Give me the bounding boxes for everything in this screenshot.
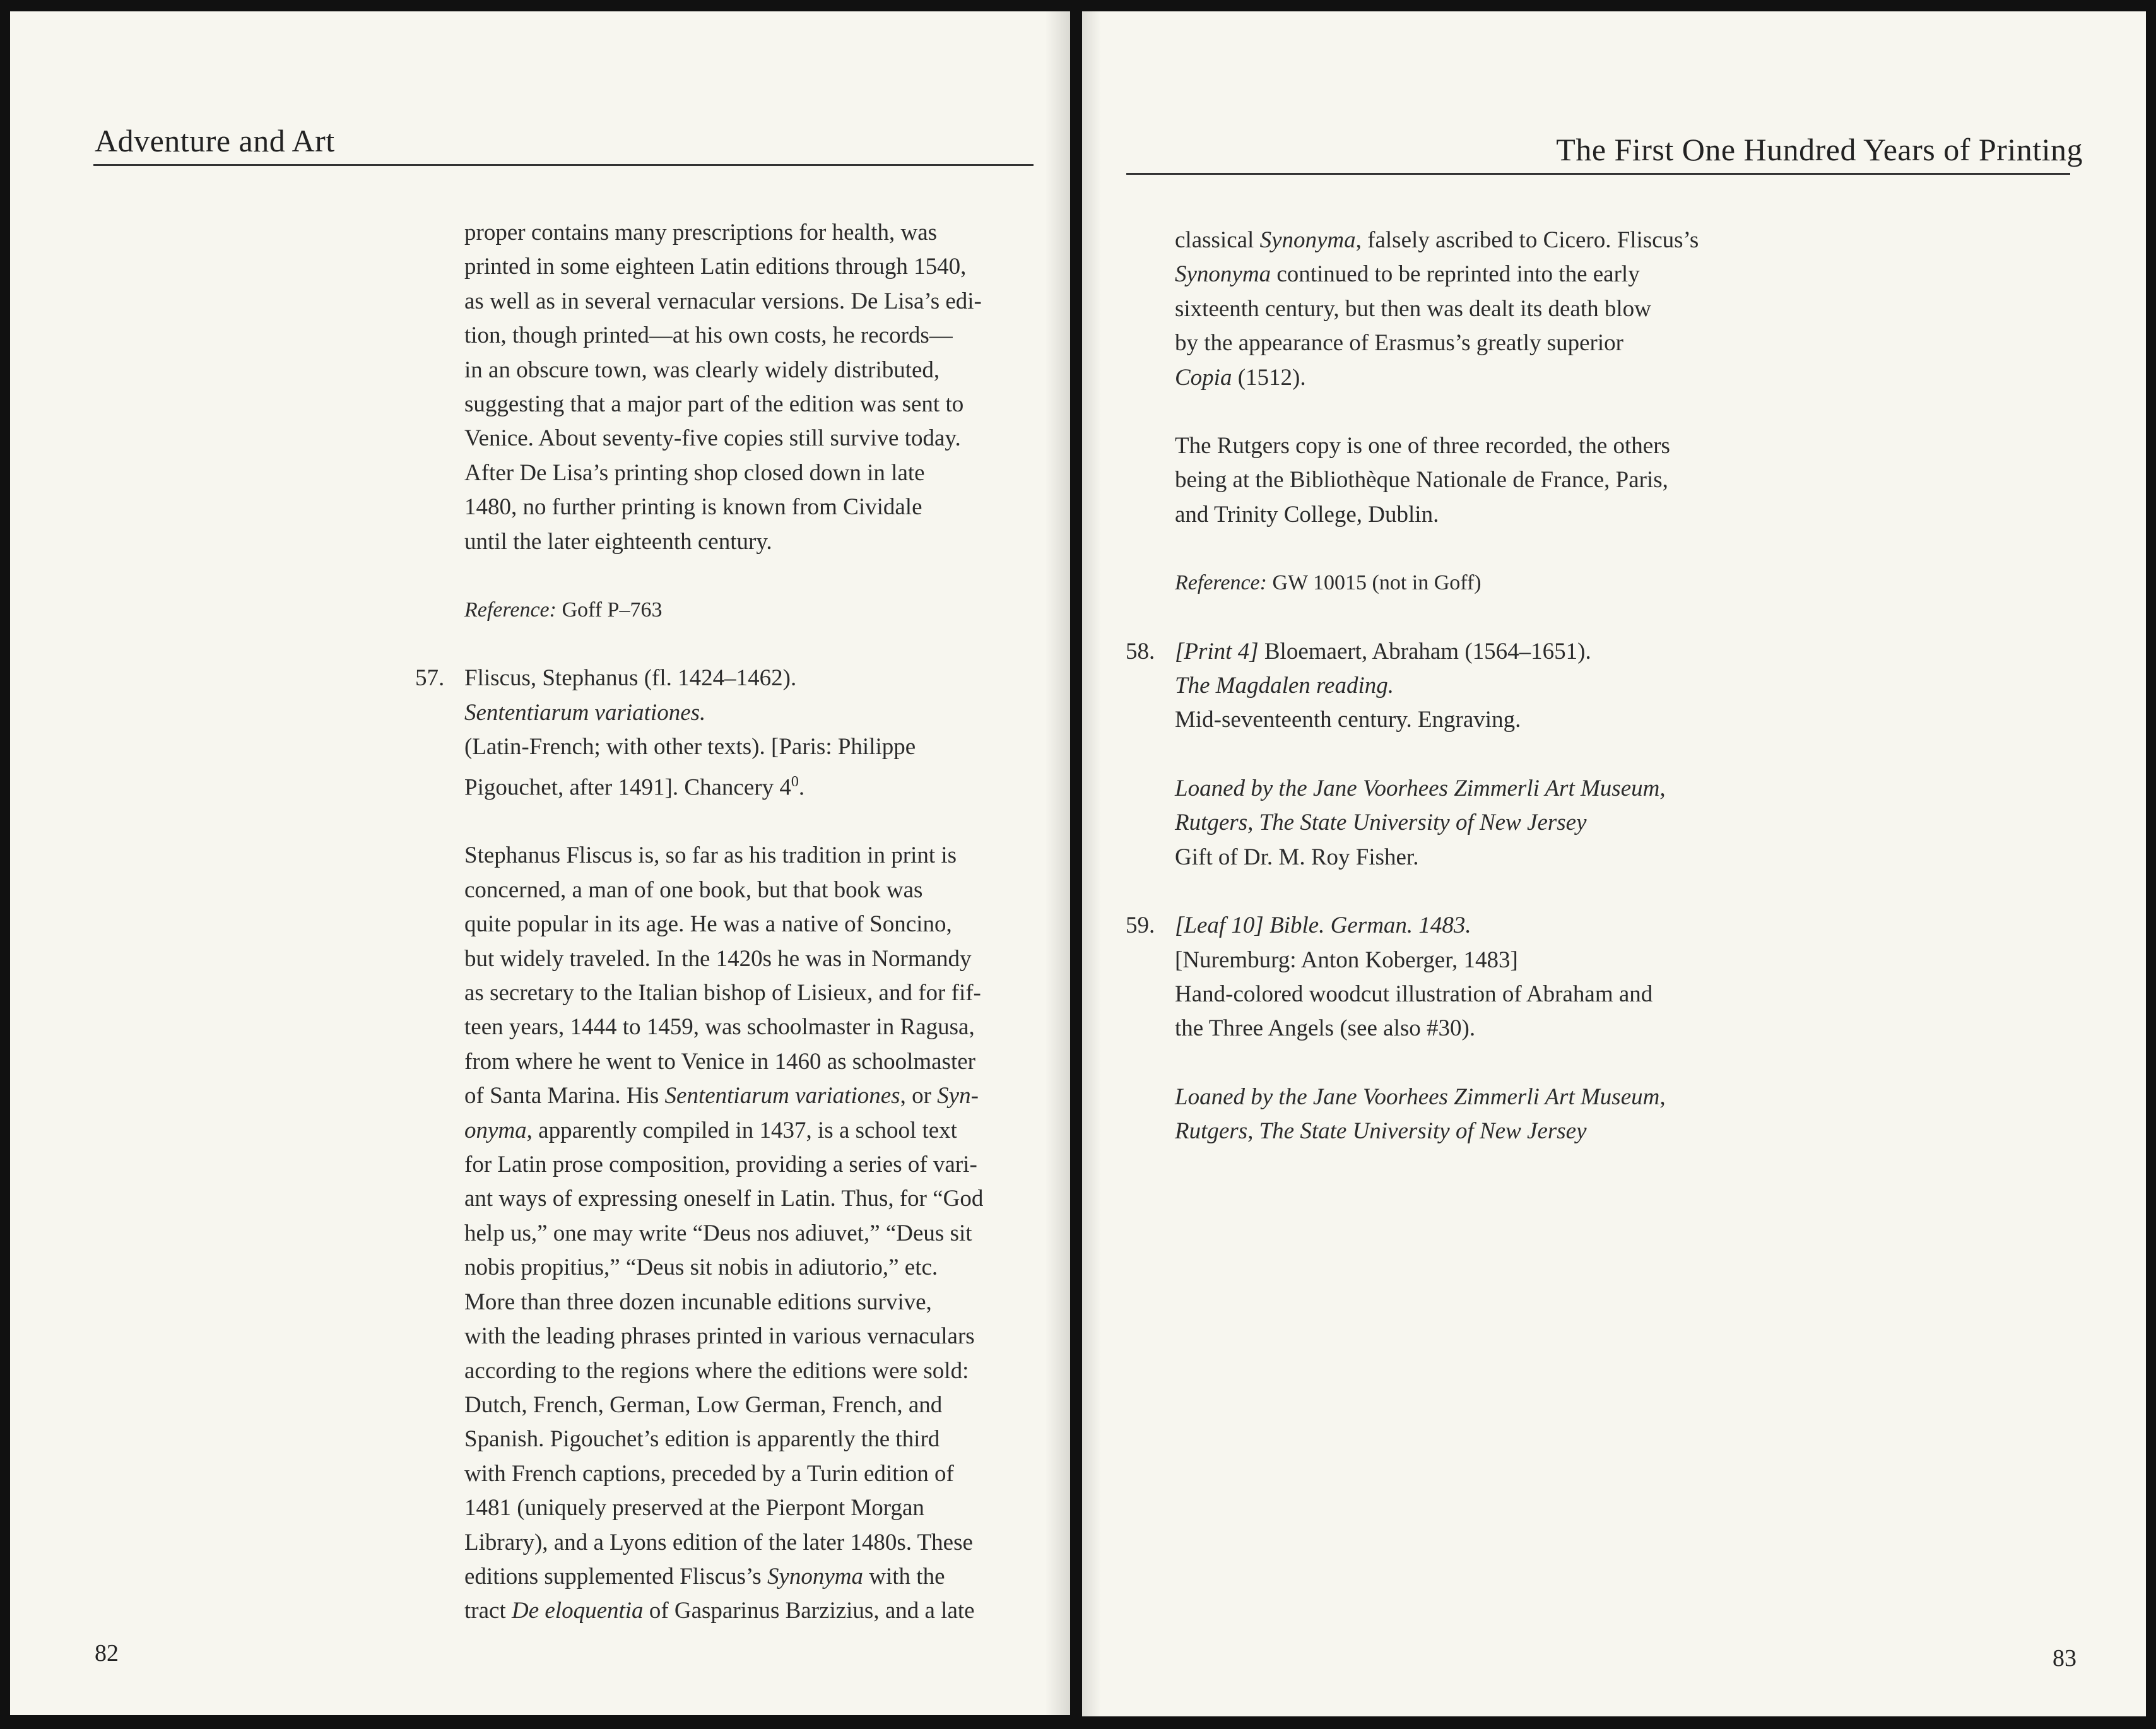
- text-line: with French captions, preceded by a Turin edition of: [464, 1460, 954, 1487]
- text-line: teen years, 1444 to 1459, was schoolmaster in Ragusa,: [464, 1014, 975, 1041]
- text-line: The Rutgers copy is one of three recorded, the others: [1175, 433, 1670, 459]
- reference-text: Goff P–763: [556, 598, 663, 622]
- paragraph-continuation: [1175, 223, 1781, 395]
- text-span: continued to be reprinted into the early: [1271, 261, 1640, 288]
- italic-span: Synonyma: [1259, 227, 1356, 253]
- page-number-right: 83: [2053, 1645, 2076, 1672]
- entry-line: Hand-colored woodcut illustration of Abraham and: [1175, 981, 1653, 1007]
- entry-number: 57.: [415, 665, 445, 692]
- entry-line: [1175, 635, 1781, 669]
- text-line: Stephanus Fliscus is, so far as his tradition in print is: [464, 842, 957, 869]
- text-line: quite popular in its age. He was a native of Soncino,: [464, 911, 952, 938]
- text-line: nobis propitius,” “Deus sit nobis in adiutorio,” etc.: [464, 1254, 938, 1281]
- right-text-column: [1126, 223, 1781, 1149]
- reference-text: GW 10015 (not in Goff): [1266, 571, 1482, 595]
- text-line: sixteenth century, but then was dealt its death blow: [1175, 295, 1651, 322]
- text-line: More than three dozen incunable editions survive,: [464, 1289, 932, 1315]
- italic-span: Synonyma: [767, 1563, 864, 1590]
- text-line: Spanish. Pigouchet’s edition is apparently the third: [464, 1426, 940, 1453]
- left-text-column: [415, 216, 1045, 1629]
- entry-title: [1175, 909, 1781, 943]
- entry-line: the Three Angels (see also #30).: [1175, 1015, 1476, 1042]
- text-line: in an obscure town, was clearly widely distributed,: [464, 357, 940, 383]
- text-line: Library), and a Lyons edition of the later 1480s. These: [464, 1529, 973, 1555]
- right-page: [1082, 11, 2146, 1716]
- text-span: , apparently compiled in 1437, is a school text: [526, 1117, 957, 1143]
- text-line: as secretary to the Italian bishop of Lisieux, and for fif-: [464, 980, 981, 1006]
- text-line: Venice. About seventy-five copies still survive today.: [464, 425, 961, 452]
- catalog-entry-57: [415, 661, 1045, 805]
- text-span: with the: [863, 1563, 945, 1590]
- text-line: until the later eighteenth century.: [464, 528, 772, 555]
- entry-line: Fliscus, Stephanus (fl. 1424–1462).: [464, 665, 797, 692]
- text-line: [464, 1560, 1045, 1594]
- text-line: suggesting that a major part of the edition was sent to: [464, 391, 964, 418]
- entry-number: 59.: [1126, 912, 1155, 939]
- loan-credit: [1175, 1114, 1781, 1148]
- text-line: 1481 (uniquely preserved at the Pierpont Morgan: [464, 1495, 924, 1521]
- entry-line-text: .: [798, 774, 805, 801]
- italic-span: Rutgers, The State University of New Jersey: [1175, 1118, 1587, 1145]
- text-line: according to the regions where the editions were sold:: [464, 1357, 969, 1384]
- gutter-shadow: [1045, 11, 1070, 1715]
- loan-credit: [1175, 772, 1781, 806]
- italic-span: De eloquentia: [511, 1598, 644, 1624]
- text-line: as well as in several vernacular versions. De Lisa’s edi-: [464, 288, 982, 314]
- text-line: [464, 1114, 1045, 1148]
- italic-span: Loaned by the Jane Voorhees Zimmerli Art Museum,: [1175, 1083, 1666, 1110]
- entry-number: 58.: [1126, 638, 1155, 664]
- italic-span: [Print 4]: [1175, 638, 1259, 664]
- text-line: [464, 1079, 1045, 1113]
- reference-label: Reference:: [1175, 571, 1267, 595]
- text-line: [1175, 223, 1781, 257]
- text-span: editions supplemented Fliscus’s: [464, 1563, 767, 1590]
- entry-line: [Nuremburg: Anton Koberger, 1483]: [1175, 947, 1518, 973]
- text-line: tion, though printed—at his own costs, he records—: [464, 322, 953, 349]
- text-line: for Latin prose composition, providing a series of vari-: [464, 1152, 977, 1178]
- text-span: , falsely ascribed to Cicero. Fliscus’s: [1355, 227, 1699, 253]
- text-line: by the appearance of Erasmus’s greatly superior: [1175, 330, 1623, 357]
- entry-title-text: Sententiarum variationes.: [464, 699, 706, 726]
- text-line: 1480, no further printing is known from Cividale: [464, 494, 922, 521]
- reference-label: Reference:: [464, 598, 557, 622]
- entry-title: [1175, 669, 1781, 703]
- text-line: being at the Bibliothèque Nationale de France, Paris,: [1175, 467, 1668, 493]
- paragraph-continuation: [464, 216, 1045, 559]
- text-line: from where he went to Venice in 1460 as schoolmaster: [464, 1048, 976, 1075]
- text-line: After De Lisa’s printing shop closed down in late: [464, 459, 925, 486]
- entry-line: (Latin-French; with other texts). [Paris: Philippe: [464, 734, 916, 760]
- text-span: (1512).: [1232, 364, 1306, 391]
- italic-span: onyma: [464, 1117, 527, 1143]
- text-line: but widely traveled. In the 1420s he was in Normandy: [464, 945, 972, 972]
- text-line: and Trinity College, Dublin.: [1175, 501, 1439, 528]
- text-line: help us,” one may write “Deus nos adiuvet,” “Deus sit: [464, 1220, 972, 1246]
- gutter-shadow: [1082, 11, 1101, 1716]
- text-span: classical: [1175, 227, 1260, 253]
- reference-line: [1175, 566, 1781, 600]
- text-line: printed in some eighteen Latin editions through 1540,: [464, 254, 967, 280]
- text-line: [464, 1594, 1045, 1628]
- catalog-entry-59: [1126, 909, 1781, 1148]
- paragraph-fliscus: [464, 839, 1045, 1628]
- superscript: 0: [791, 773, 799, 790]
- text-span: of Gasparinus Barzizius, and a late: [643, 1598, 975, 1624]
- running-head-left: Adventure and Art: [95, 123, 335, 158]
- text-line: [1175, 257, 1781, 292]
- italic-span: [Leaf 10] Bible. German. 1483.: [1175, 912, 1471, 939]
- italic-span: Sententiarum variationes: [664, 1083, 900, 1109]
- reference-line: [464, 593, 1045, 627]
- text-span: , or: [900, 1083, 938, 1109]
- entry-line: Mid-seventeenth century. Engraving.: [1175, 707, 1521, 733]
- italic-span: Rutgers, The State University of New Jersey: [1175, 810, 1587, 836]
- text-span: of Santa Marina. His: [464, 1083, 665, 1109]
- text-line: Dutch, French, German, Low German, French, and: [464, 1391, 943, 1418]
- text-line: concerned, a man of one book, but that book was: [464, 876, 923, 903]
- left-page: [10, 11, 1070, 1715]
- text-span: tract: [464, 1598, 512, 1624]
- italic-span: Synonyma: [1175, 261, 1271, 288]
- loan-credit: [1175, 1080, 1781, 1114]
- text-line: [1175, 361, 1781, 395]
- loan-credit: [1175, 806, 1781, 840]
- entry-title: [464, 696, 1045, 730]
- text-line: with the leading phrases printed in various vernaculars: [464, 1323, 975, 1350]
- entry-line-text: Pigouchet, after 1491]. Chancery 4: [464, 774, 791, 801]
- header-rule-right: [1126, 173, 2070, 175]
- italic-span: Loaned by the Jane Voorhees Zimmerli Art Museum,: [1175, 775, 1666, 801]
- header-rule-left: [93, 164, 1034, 166]
- running-head-right: The First One Hundred Years of Printing: [1556, 132, 2083, 167]
- text-line: ant ways of expressing oneself in Latin. Thus, for “God: [464, 1186, 984, 1212]
- gift-credit: Gift of Dr. M. Roy Fisher.: [1175, 844, 1419, 870]
- italic-span: Syn-: [937, 1083, 979, 1109]
- entry-title-text: The Magdalen reading.: [1175, 673, 1394, 699]
- text-line: proper contains many prescriptions for health, was: [464, 220, 938, 245]
- text-span: Bloemaert, Abraham (1564–1651).: [1258, 638, 1591, 664]
- italic-span: Copia: [1175, 364, 1232, 391]
- paragraph-rutgers-copy: [1175, 429, 1781, 532]
- catalog-entry-58: [1126, 635, 1781, 875]
- page-number-left: 82: [95, 1640, 119, 1667]
- entry-line: [464, 765, 1045, 805]
